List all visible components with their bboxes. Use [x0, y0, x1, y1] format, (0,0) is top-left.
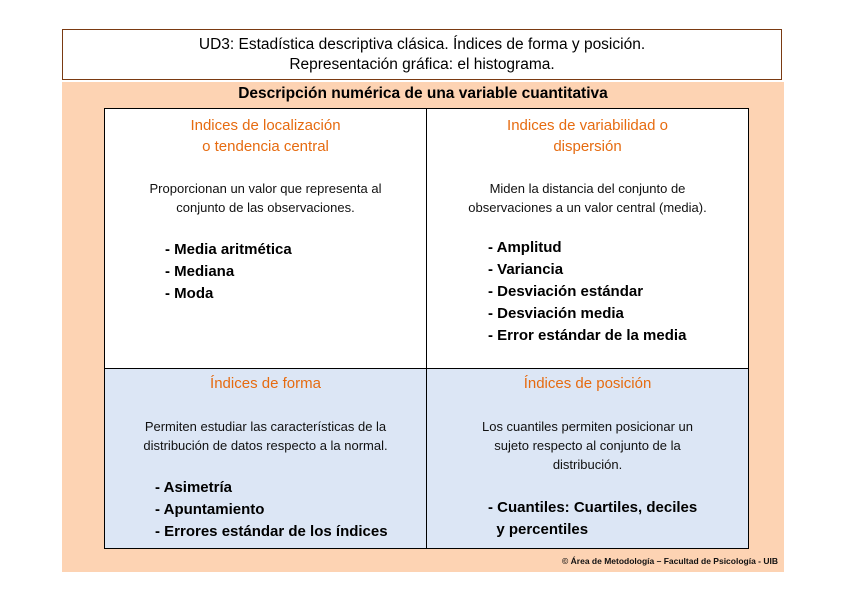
- description-line: Los cuantiles permiten posicionar un: [481, 419, 693, 434]
- footer-copyright: © Área de Metodología – Facultad de Psicología - UIB: [562, 556, 778, 566]
- slide-subtitle: Descripción numérica de una variable cuantitativa: [238, 85, 608, 102]
- list-item: - Asimetría: [155, 479, 232, 496]
- list-item: - Media aritmética: [165, 241, 292, 258]
- cell-localizacion-list: [165, 239, 292, 305]
- description-line: distribución de datos respecto a la normal.: [143, 438, 388, 453]
- list-item: - Errores estándar de los índices: [155, 523, 388, 540]
- slide-title-line1: UD3: Estadística descriptiva clásica. Índices de forma y posición.: [198, 36, 646, 53]
- list-item: - Apuntamiento: [155, 501, 265, 518]
- slide-title-line2: Representación gráfica: el histograma.: [289, 56, 555, 73]
- list-item: - Mediana: [165, 263, 235, 280]
- description-line: sujeto respecto al conjunto de la: [494, 438, 681, 453]
- cell-posicion-heading: Índices de posición: [523, 375, 652, 392]
- cell-localizacion: [105, 109, 427, 369]
- cell-forma-heading: Índices de forma: [210, 375, 321, 392]
- heading-line: Indices de localización: [190, 117, 341, 134]
- description-line: Permiten estudiar las características de la: [144, 419, 387, 434]
- heading-line: dispersión: [553, 138, 622, 155]
- description-line: Miden la distancia del conjunto de: [489, 181, 686, 196]
- list-item: - Cuantiles: Cuartiles, deciles: [488, 499, 698, 516]
- cell-forma-list: [155, 477, 388, 543]
- description-line: conjunto de las observaciones.: [176, 200, 355, 215]
- cell-posicion-list: [488, 497, 697, 541]
- list-item: - Amplitud: [488, 239, 562, 256]
- list-item: y percentiles: [488, 521, 589, 538]
- list-item: - Moda: [165, 285, 214, 302]
- indices-grid: [104, 108, 749, 549]
- description-line: distribución.: [552, 457, 623, 472]
- list-item: - Error estándar de la media: [488, 327, 687, 344]
- cell-localizacion-description: [105, 179, 426, 217]
- cell-variabilidad-list: [488, 237, 686, 347]
- cell-posicion-description: [427, 417, 748, 474]
- list-item: - Desviación estándar: [488, 283, 644, 300]
- list-item: - Variancia: [488, 261, 564, 278]
- cell-forma: [105, 369, 427, 548]
- list-item: - Desviación media: [488, 305, 624, 322]
- cell-variabilidad-description: [427, 179, 748, 217]
- cell-variabilidad: [427, 109, 748, 369]
- heading-line: Indices de variabilidad o: [507, 117, 668, 134]
- description-line: Proporcionan un valor que representa al: [149, 181, 382, 196]
- cell-localizacion-heading: [105, 115, 426, 157]
- cell-posicion: [427, 369, 748, 548]
- heading-line: o tendencia central: [202, 138, 329, 155]
- cell-forma-description: [105, 417, 426, 455]
- description-line: observaciones a un valor central (media).: [468, 200, 707, 215]
- slide-title-box: [62, 29, 782, 80]
- cell-variabilidad-heading: [427, 115, 748, 157]
